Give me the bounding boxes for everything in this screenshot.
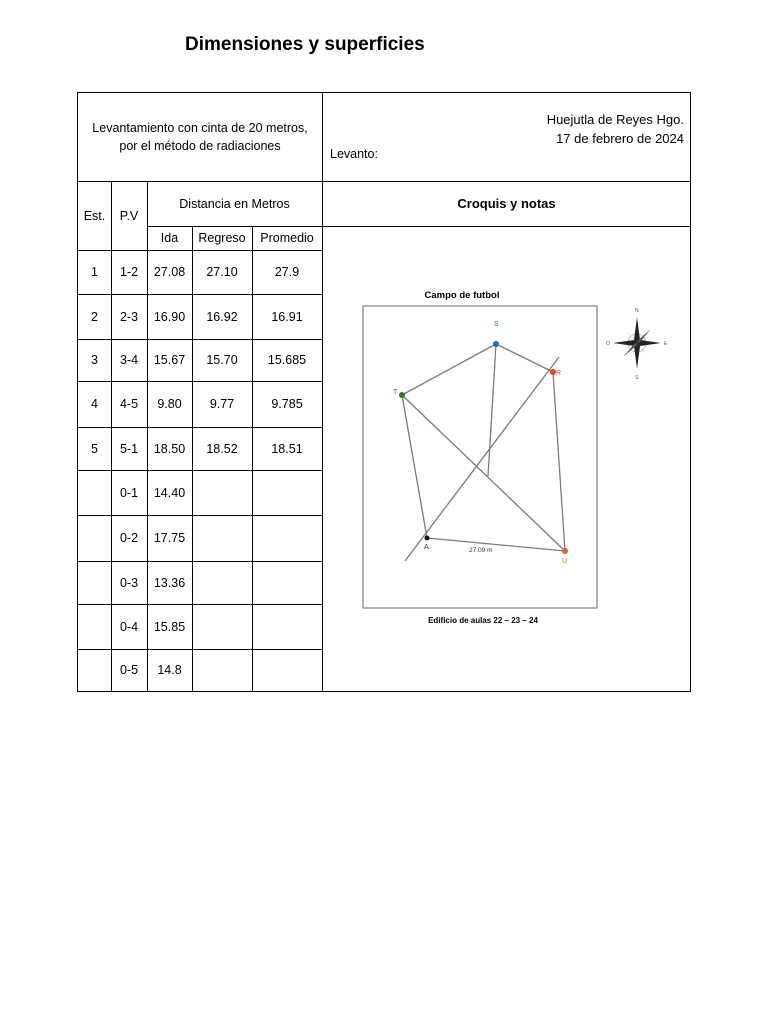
- cell-est: [78, 515, 111, 561]
- levanto-label: Levanto:: [330, 147, 378, 161]
- col-header-pv: P.V: [119, 208, 139, 223]
- col-header-distance: Distancia en Metros: [179, 196, 290, 211]
- cell-promedio: 27.9: [274, 265, 300, 279]
- description-line: por el método de radiaciones: [119, 139, 281, 153]
- survey-sheet: [77, 92, 691, 692]
- svg-text:S: S: [635, 375, 639, 381]
- cell-promedio: [252, 470, 322, 515]
- cell-ida: 15.67: [153, 353, 186, 367]
- place-date: [547, 110, 684, 148]
- location-block: [323, 93, 690, 181]
- cell-pv: 1-2: [119, 265, 139, 279]
- line-u-a: [427, 538, 565, 551]
- cell-regreso: 18.52: [206, 441, 238, 456]
- line-a-t: [402, 395, 427, 538]
- cell-regreso: [192, 470, 252, 515]
- cell-est: [78, 604, 111, 649]
- cell-ida: 27.08: [153, 265, 186, 279]
- point-u: [562, 548, 568, 554]
- cell-est: [78, 470, 111, 515]
- line-s-r: [496, 344, 553, 372]
- svg-text:O: O: [606, 341, 610, 347]
- date-text: 17 de febrero de 2024: [556, 131, 684, 146]
- cell-est: 4: [91, 397, 98, 411]
- cell-pv: 0-1: [119, 485, 139, 500]
- cell-pv: 0-2: [119, 531, 139, 545]
- line-r-u: [553, 372, 565, 551]
- cell-ida: 14.8: [157, 663, 182, 677]
- cell-ida: 18.50: [153, 441, 186, 456]
- svg-text:N: N: [635, 308, 639, 314]
- cell-pv: 0-5: [119, 663, 139, 677]
- label-s: S: [494, 321, 499, 328]
- line-t-u: [402, 395, 565, 551]
- cell-est: [78, 561, 111, 604]
- label-t: T: [393, 389, 398, 396]
- cell-pv: 4-5: [119, 397, 139, 411]
- sketch-bottom-label: Edificio de aulas 22 – 23 – 24: [428, 616, 538, 625]
- line-s-center: [488, 344, 496, 476]
- cell-est: [78, 649, 111, 691]
- col-header-croquis: Croquis y notas: [457, 196, 556, 211]
- cell-promedio: 15.685: [267, 353, 307, 367]
- cell-regreso: [192, 515, 252, 561]
- line-t-s: [402, 344, 496, 395]
- cell-promedio: 9.785: [271, 397, 303, 411]
- col-header-est: Est.: [83, 208, 106, 223]
- cell-promedio: 18.51: [271, 441, 303, 456]
- cell-promedio: [252, 561, 322, 604]
- cell-promedio: [252, 649, 322, 691]
- description-line: Levantamiento con cinta de 20 metros,: [92, 121, 308, 135]
- cell-ida: 17.75: [153, 531, 186, 545]
- label-a: A: [424, 544, 429, 551]
- cell-est: 5: [91, 441, 98, 456]
- cell-regreso: 9.77: [209, 397, 235, 411]
- cell-regreso: [192, 649, 252, 691]
- compass-rose-icon: [606, 308, 668, 381]
- cell-pv: 5-1: [119, 441, 139, 456]
- survey-description: [78, 93, 322, 181]
- label-u: U: [562, 558, 568, 565]
- point-a: [425, 536, 430, 541]
- cell-ida: 13.36: [153, 575, 186, 590]
- point-s: [493, 341, 499, 347]
- cell-ida: 15.85: [153, 619, 186, 634]
- field-sketch: [347, 289, 697, 639]
- cell-regreso: [192, 604, 252, 649]
- traverse-lines: [402, 344, 565, 561]
- cell-ida: 16.90: [153, 309, 186, 324]
- cell-est: 1: [91, 265, 98, 279]
- col-header-promedio: Promedio: [260, 231, 314, 245]
- cell-ida: 14.40: [153, 485, 186, 500]
- col-header-regreso: Regreso: [198, 231, 246, 245]
- cell-pv: 2-3: [119, 309, 139, 324]
- svg-text:E: E: [664, 341, 668, 347]
- distance-label: 27.09 m: [469, 547, 493, 554]
- line-r-a-extended: [405, 357, 562, 561]
- cell-regreso: 27.10: [206, 265, 238, 279]
- place-text: Huejutla de Reyes Hgo.: [546, 112, 684, 127]
- sketch-area: [323, 227, 690, 691]
- cell-regreso: 15.70: [206, 353, 238, 367]
- cell-promedio: [252, 604, 322, 649]
- cell-regreso: 16.92: [206, 309, 238, 324]
- cell-pv: 0-4: [119, 619, 139, 634]
- cell-regreso: [192, 561, 252, 604]
- cell-est: 3: [91, 353, 98, 367]
- cell-pv: 0-3: [119, 575, 139, 590]
- cell-pv: 3-4: [119, 353, 139, 367]
- cell-est: 2: [91, 309, 98, 324]
- cell-promedio: [252, 515, 322, 561]
- col-header-ida: Ida: [160, 231, 179, 245]
- cell-ida: 9.80: [157, 397, 182, 411]
- sketch-title: Campo de futbol: [424, 290, 500, 301]
- point-t: [399, 392, 405, 398]
- label-r: R: [556, 370, 562, 377]
- cell-promedio: 16.91: [271, 309, 303, 324]
- page-title: Dimensiones y superficies: [185, 34, 425, 55]
